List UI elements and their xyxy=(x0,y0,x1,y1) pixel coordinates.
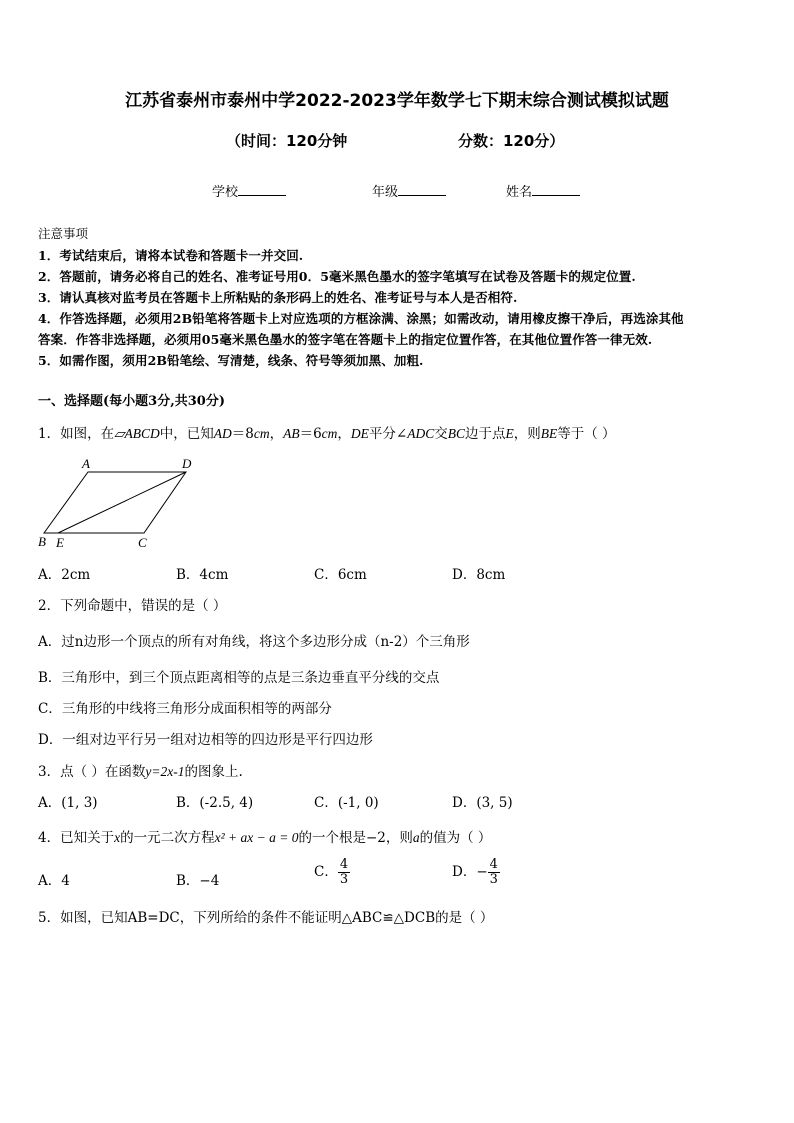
q1-option-b: B．4cm xyxy=(176,567,229,583)
notes-heading: 注意事项 xyxy=(38,226,89,241)
parallelogram-abcd xyxy=(44,472,186,533)
label-b: B xyxy=(38,534,46,549)
q4-option-a: A．4 xyxy=(38,873,70,889)
question-2-stem: 2．下列命题中，错误的是（ ） xyxy=(38,598,227,614)
label-a: A xyxy=(82,456,90,471)
q1-option-a: A．2cm xyxy=(38,567,91,583)
grade-blank xyxy=(398,183,446,196)
note-item: 3．请认真核对监考员在答题卡上所粘贴的条形码上的姓名、准考证号与本人是否相符. xyxy=(38,290,518,305)
q1-option-c: C．6cm xyxy=(314,567,367,583)
q4-option-c: C． $\frac{4}{3}$ xyxy=(314,857,349,887)
q2-option-b: B．三角形中，到三个顶点距离相等的点是三条边垂直平分线的交点 xyxy=(38,670,440,686)
q2-option-a: A．过n边形一个顶点的所有对角线，将这个多边形分成（n-2）个三角形 xyxy=(38,634,470,650)
school-field xyxy=(212,181,286,200)
parallelogram-figure xyxy=(36,456,206,551)
segment-de xyxy=(58,472,186,533)
q2-option-d: D．一组对边平行另一组对边相等的四边形是平行四边形 xyxy=(38,732,373,748)
q1-option-d: D．8cm xyxy=(452,567,506,583)
fraction: $\frac{4}{3}$ xyxy=(339,857,349,887)
school-blank xyxy=(238,183,286,196)
label-d: D xyxy=(182,456,192,471)
note-item: 4．作答选择题，必须用2B铅笔将答题卡上对应选项的方框涂满、涂黑；如需改动，请用橡皮擦干净后，再选涂其他 xyxy=(38,311,684,326)
name-blank xyxy=(532,183,580,196)
q2-option-c: C．三角形的中线将三角形分成面积相等的两部分 xyxy=(38,701,332,717)
exam-title: 江苏省泰州市泰州中学2022-2023学年数学七下期末综合测试模拟试题 xyxy=(125,91,669,111)
question-5-stem: 5．如图，已知AB=DC，下列所给的条件不能证明△ABC≌△DCB的是（ ） xyxy=(38,910,494,926)
q3-option-a: A．(1, 3) xyxy=(38,795,98,811)
note-item: 答案．作答非选择题，必须用05毫米黑色墨水的签字笔在答题卡上的指定位置作答，在其他位置作答一律无效. xyxy=(38,332,653,347)
grade-field xyxy=(372,181,446,200)
q4-option-b: B．−4 xyxy=(176,873,220,889)
q4-option-d: D．− $\frac{4}{3}$ xyxy=(452,857,498,887)
q3-option-b: B．(-2.5, 4) xyxy=(176,795,254,811)
note-item: 5．如需作图，须用2B铅笔绘、写清楚，线条、符号等须加黑、加粗. xyxy=(38,353,424,368)
q3-option-c: C．(-1, 0) xyxy=(314,795,379,811)
note-item: 1．考试结束后，请将本试卷和答题卡一并交回. xyxy=(38,248,304,263)
name-label: 姓名 xyxy=(506,185,533,200)
grade-label: 年级 xyxy=(372,185,399,200)
q3-option-d: D．(3, 5) xyxy=(452,795,513,811)
exam-score: 分数：120分） xyxy=(458,132,565,150)
label-e: E xyxy=(56,535,64,550)
school-label: 学校 xyxy=(212,185,239,200)
question-3-stem: 3．点（ ）在函数y=2x-1的图象上. xyxy=(38,764,243,780)
name-field xyxy=(506,181,580,200)
section-heading: 一、选择题(每小题3分,共30分) xyxy=(38,394,225,409)
fraction: $\frac{4}{3}$ xyxy=(489,857,498,887)
exam-time: （时间：120分钟 xyxy=(226,132,348,150)
label-c: C xyxy=(138,535,147,550)
question-1-stem: 1．如图，在▱ABCD中，已知AD＝8cm，AB＝6cm，DE平分∠ADC交BC边于点E，则BE等于（ ） xyxy=(38,426,616,442)
question-4-stem: 4．已知关于x的一元二次方程x² + ax − a = 0的一个根是−2，则a的值为（ ） xyxy=(38,830,492,846)
note-item: 2．答题前，请务必将自己的姓名、准考证号用0．5毫米黑色墨水的签字笔填写在试卷及答题卡的规定位置. xyxy=(38,269,636,284)
